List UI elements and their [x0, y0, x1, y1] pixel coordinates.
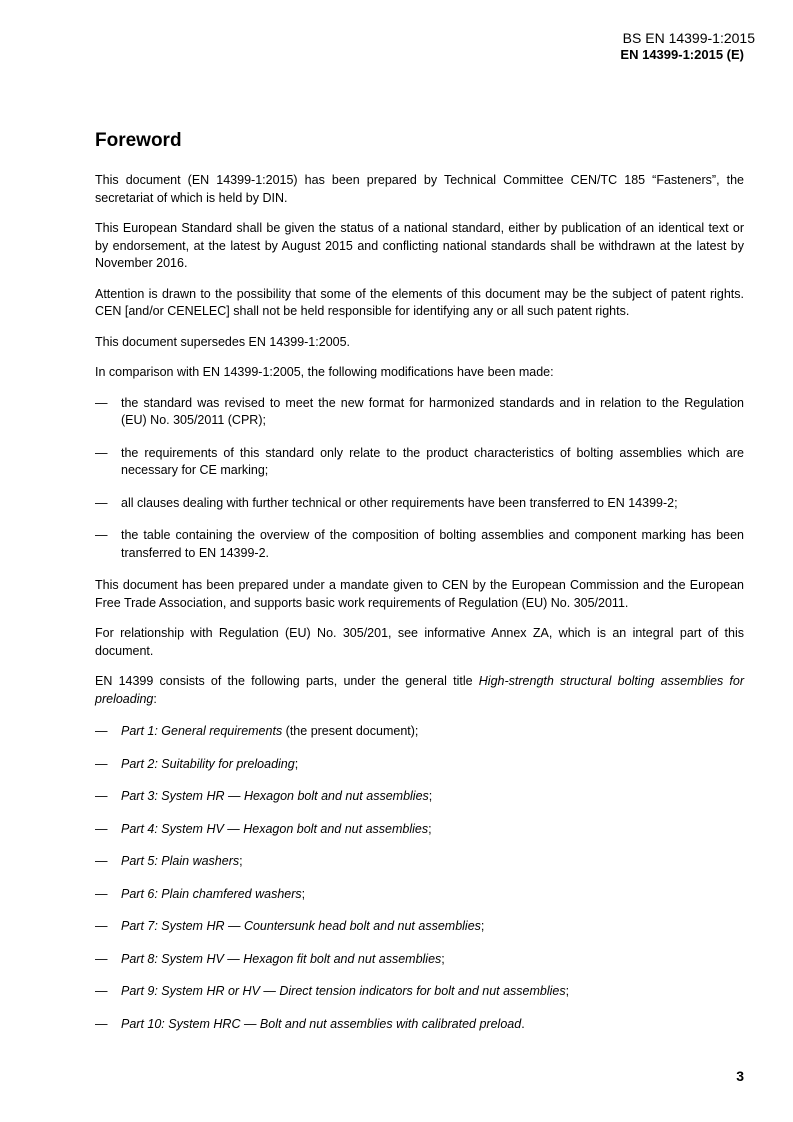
header-standard-id-en: EN 14399-1:2015 (E) [620, 47, 744, 62]
list-item [95, 495, 744, 513]
paragraph: This document has been prepared under a mandate given to CEN by the European Commission and the European Free Trade Association, and supports basic work requirements of Regulation (EU) No. 305/2011. [95, 578, 744, 610]
part-title: Part 2: Suitability for preloading [121, 756, 295, 771]
dash-marker: — [95, 528, 108, 542]
parts-general-title: High-strength structural bolting assemblies for preloading [95, 674, 745, 706]
list-item [95, 527, 744, 562]
part-suffix: ; [480, 919, 485, 933]
part-title: Part 10: System HRC — Bolt and nut assemblies with calibrated preload [121, 1016, 522, 1031]
part-suffix: ; [301, 886, 306, 901]
part-title: Part 6: Plain chamfered washers [121, 886, 302, 901]
part-list-item [95, 853, 744, 871]
foreword-body [95, 172, 744, 1048]
part-suffix: . [521, 1016, 525, 1031]
parts-intro [95, 673, 744, 708]
list-item-text: the requirements of this standard only relate to the product characteristics of bolting assemblies which are necessary for CE marking; [121, 445, 744, 477]
dash-marker: — [95, 445, 108, 460]
part-list-item [95, 723, 744, 741]
part-suffix: ; [565, 984, 570, 998]
list-item-text: the table containing the overview of the composition of bolting assemblies and component marking has been transferred to EN 14399-2. [121, 528, 744, 560]
part-list-item [95, 821, 744, 839]
part-title: Part 5: Plain washers [121, 854, 240, 868]
part-suffix: ; [294, 756, 299, 771]
dash-marker: — [95, 495, 108, 510]
list-item-text: all clauses dealing with further technical or other requirements have been transferred to EN 14399-2; [121, 495, 678, 510]
paragraph: This document supersedes EN 14399-1:2005. [95, 334, 351, 349]
dash-marker: — [95, 951, 108, 966]
part-list-item [95, 886, 744, 904]
part-list-item [95, 788, 744, 806]
list-item-text: the standard was revised to meet the new format for harmonized standards and in relation to the Regulation (EU) No. 305/2011 (CPR); [121, 395, 744, 427]
header-standard-id: BS EN 14399-1:2015 [622, 30, 755, 46]
part-suffix: ; [239, 854, 243, 868]
page-title: Foreword [95, 130, 182, 151]
parts-intro-text: EN 14399 consists of the following parts, under the general title [95, 674, 479, 688]
page-number: 3 [736, 1068, 744, 1084]
list-item [95, 395, 744, 430]
part-list-item [95, 918, 744, 936]
list-item [95, 445, 744, 480]
paragraph: This document (EN 14399-1:2015) has been prepared by Technical Committee CEN/TC 185 “Fasteners”, the secretariat of which is held by DIN. [95, 173, 744, 205]
dash-marker: — [95, 984, 108, 998]
dash-marker: — [95, 756, 108, 771]
dash-marker: — [95, 886, 108, 901]
part-suffix: (the present document); [282, 724, 419, 738]
paragraph: This European Standard shall be given the status of a national standard, either by publication of an identical text or by endorsement, at the latest by August 2015 and conflicting national standards shall be withdrawn at the latest by November 2016. [95, 221, 744, 270]
part-title: Part 8: System HV — Hexagon fit bolt and nut assemblies [121, 951, 442, 966]
part-suffix: ; [428, 821, 432, 836]
part-list-item [95, 756, 744, 774]
part-list-item [95, 983, 744, 1001]
paragraph: Attention is drawn to the possibility that some of the elements of this document may be the subject of patent rights. CEN [and/or CENELEC] shall not be held responsible for identifying any or all such patent rights. [95, 286, 744, 318]
part-list-item [95, 1016, 744, 1034]
paragraph: In comparison with EN 14399-1:2005, the following modifications have been made: [95, 365, 554, 379]
part-suffix: ; [441, 951, 445, 966]
parts-intro-suffix: : [153, 691, 157, 706]
part-title: Part 9: System HR or HV — Direct tension indicators for bolt and nut assemblies [121, 984, 566, 998]
part-list-item [95, 951, 744, 969]
dash-marker: — [95, 1016, 108, 1031]
paragraph: For relationship with Regulation (EU) No. 305/201, see informative Annex ZA, which is an integral part of this document. [95, 626, 744, 658]
dash-marker: — [95, 789, 108, 803]
dash-marker: — [95, 724, 108, 738]
part-title: Part 3: System HR — Hexagon bolt and nut assemblies [121, 789, 429, 803]
part-suffix: ; [428, 789, 433, 803]
dash-marker: — [95, 919, 108, 933]
part-title: Part 4: System HV — Hexagon bolt and nut assemblies [121, 821, 429, 836]
part-title: Part 7: System HR — Countersunk head bolt and nut assemblies [121, 919, 481, 933]
dash-marker: — [95, 821, 108, 836]
part-title: Part 1: General requirements [121, 724, 283, 738]
dash-marker: — [95, 854, 108, 868]
dash-marker: — [95, 395, 108, 410]
